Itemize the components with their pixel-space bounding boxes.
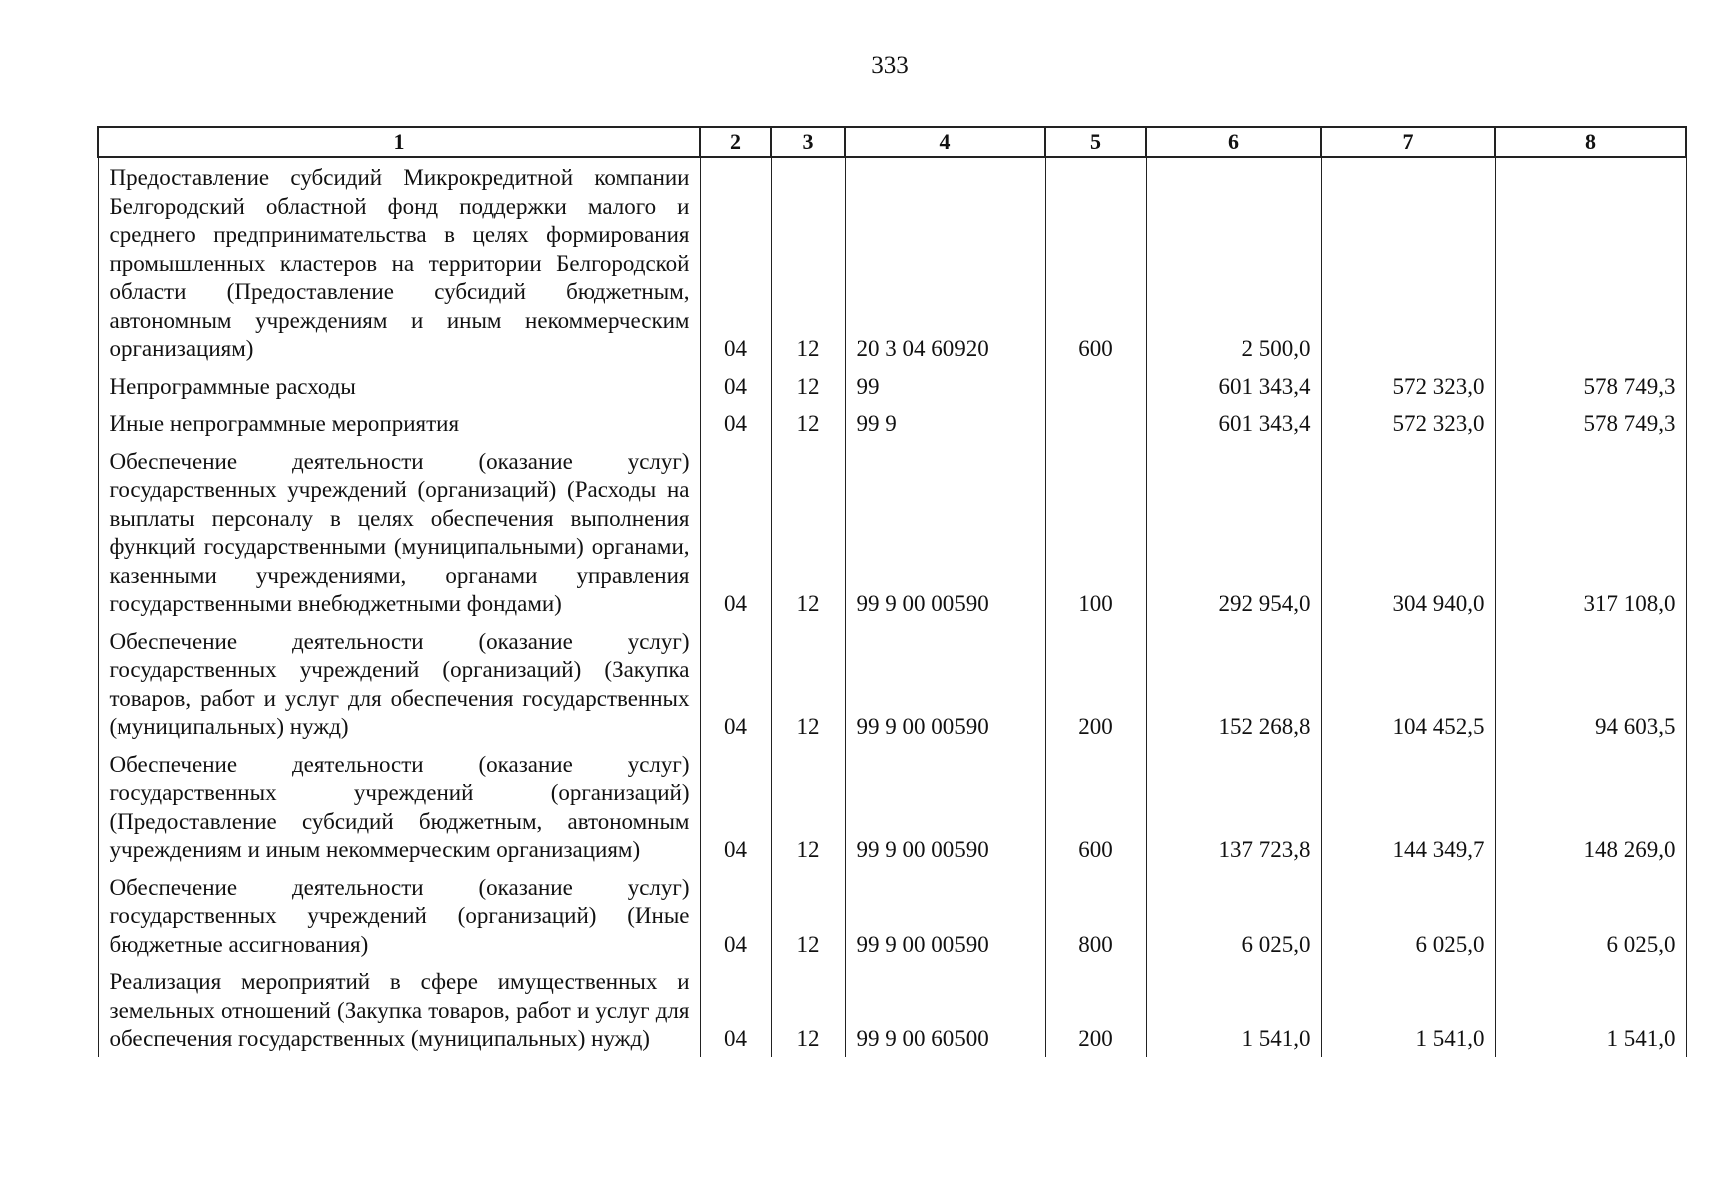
- amount-col6-cell: 137 723,8: [1146, 745, 1321, 868]
- amount-col7-cell: 572 323,0: [1321, 404, 1495, 442]
- amount-col6-cell: 1 541,0: [1146, 962, 1321, 1057]
- amount-col6-cell: 152 268,8: [1146, 622, 1321, 745]
- amount-col8-cell: 578 749,3: [1495, 404, 1686, 442]
- row-name-cell: Обеспечение деятельности (оказание услуг) государственных учреждений (организаций) (Иные бюджетные ассигнования): [98, 868, 700, 963]
- target-article-cell: 99 9 00 00590: [845, 745, 1045, 868]
- subsection-code-cell: 12: [771, 868, 845, 963]
- expense-type-cell: 200: [1045, 622, 1146, 745]
- amount-col7-cell: 304 940,0: [1321, 442, 1495, 622]
- subsection-code-cell: 12: [771, 745, 845, 868]
- column-header-3: 3: [771, 127, 845, 157]
- row-name-cell: Обеспечение деятельности (оказание услуг) государственных учреждений (организаций) (Расходы на выплаты персоналу в целях обеспечения выполнения функций государственными (муниципальными) органами, казенными учреждениями, органами управления государственными внебюджетными фондами): [98, 442, 700, 622]
- amount-col8-cell: 148 269,0: [1495, 745, 1686, 868]
- amount-col8-cell: 1 541,0: [1495, 962, 1686, 1057]
- section-code-cell: 04: [700, 157, 771, 367]
- row-name-cell: Обеспечение деятельности (оказание услуг) государственных учреждений (организаций) (Предоставление субсидий бюджетным, автономным учреждениям и иным некоммерческим организациям): [98, 745, 700, 868]
- table-row: [98, 442, 1686, 622]
- column-header-1: 1: [98, 127, 700, 157]
- subsection-code-cell: 12: [771, 157, 845, 367]
- target-article-cell: 99 9 00 60500: [845, 962, 1045, 1057]
- table-row: [98, 962, 1686, 1057]
- amount-col8-cell: 6 025,0: [1495, 868, 1686, 963]
- amount-col8-cell: 94 603,5: [1495, 622, 1686, 745]
- section-code-cell: 04: [700, 367, 771, 405]
- amount-col6-cell: 601 343,4: [1146, 404, 1321, 442]
- expense-type-cell: 100: [1045, 442, 1146, 622]
- budget-table: [97, 126, 1687, 1057]
- amount-col6-cell: 6 025,0: [1146, 868, 1321, 963]
- amount-col6-cell: 2 500,0: [1146, 157, 1321, 367]
- target-article-cell: 99 9 00 00590: [845, 868, 1045, 963]
- section-code-cell: 04: [700, 962, 771, 1057]
- amount-col6-cell: 601 343,4: [1146, 367, 1321, 405]
- section-code-cell: 04: [700, 404, 771, 442]
- amount-col7-cell: 104 452,5: [1321, 622, 1495, 745]
- target-article-cell: 99: [845, 367, 1045, 405]
- row-name-cell: Иные непрограммные мероприятия: [98, 404, 700, 442]
- expense-type-cell: 200: [1045, 962, 1146, 1057]
- amount-col7-cell: 6 025,0: [1321, 868, 1495, 963]
- subsection-code-cell: 12: [771, 367, 845, 405]
- subsection-code-cell: 12: [771, 962, 845, 1057]
- amount-col7-cell: 144 349,7: [1321, 745, 1495, 868]
- table-header-row: [98, 127, 1686, 157]
- row-name-cell: Обеспечение деятельности (оказание услуг) государственных учреждений (организаций) (Закупка товаров, работ и услуг для обеспечения государственных (муниципальных) нужд): [98, 622, 700, 745]
- amount-col7-cell: 572 323,0: [1321, 367, 1495, 405]
- target-article-cell: 99 9 00 00590: [845, 622, 1045, 745]
- expense-type-cell: [1045, 367, 1146, 405]
- expense-type-cell: 800: [1045, 868, 1146, 963]
- column-header-2: 2: [700, 127, 771, 157]
- row-name-cell: Непрограммные расходы: [98, 367, 700, 405]
- expense-type-cell: [1045, 404, 1146, 442]
- row-name-cell: Предоставление субсидий Микрокредитной компании Белгородский областной фонд поддержки малого и среднего предпринимательства в целях формирования промышленных кластеров на территории Белгородской области (Предоставление субсидий бюджетным, автономным учреждениям и иным некоммерческим организациям): [98, 157, 700, 367]
- row-name-cell: Реализация мероприятий в сфере имущественных и земельных отношений (Закупка товаров, работ и услуг для обеспечения государственных (муниципальных) нужд): [98, 962, 700, 1057]
- target-article-cell: 99 9: [845, 404, 1045, 442]
- amount-col8-cell: 317 108,0: [1495, 442, 1686, 622]
- column-header-5: 5: [1045, 127, 1146, 157]
- table-row: [98, 157, 1686, 367]
- subsection-code-cell: 12: [771, 622, 845, 745]
- section-code-cell: 04: [700, 868, 771, 963]
- table-row: [98, 745, 1686, 868]
- target-article-cell: 20 3 04 60920: [845, 157, 1045, 367]
- amount-col8-cell: 578 749,3: [1495, 367, 1686, 405]
- target-article-cell: 99 9 00 00590: [845, 442, 1045, 622]
- table-row: [98, 622, 1686, 745]
- amount-col7-cell: [1321, 157, 1495, 367]
- column-header-8: 8: [1495, 127, 1686, 157]
- expense-type-cell: 600: [1045, 745, 1146, 868]
- amount-col7-cell: 1 541,0: [1321, 962, 1495, 1057]
- subsection-code-cell: 12: [771, 404, 845, 442]
- amount-col8-cell: [1495, 157, 1686, 367]
- column-header-7: 7: [1321, 127, 1495, 157]
- table-row: [98, 404, 1686, 442]
- subsection-code-cell: 12: [771, 442, 845, 622]
- table-row: [98, 868, 1686, 963]
- column-header-6: 6: [1146, 127, 1321, 157]
- section-code-cell: 04: [700, 622, 771, 745]
- table-row: [98, 367, 1686, 405]
- column-header-4: 4: [845, 127, 1045, 157]
- section-code-cell: 04: [700, 745, 771, 868]
- page-number: 333: [871, 52, 909, 79]
- amount-col6-cell: 292 954,0: [1146, 442, 1321, 622]
- expense-type-cell: 600: [1045, 157, 1146, 367]
- section-code-cell: 04: [700, 442, 771, 622]
